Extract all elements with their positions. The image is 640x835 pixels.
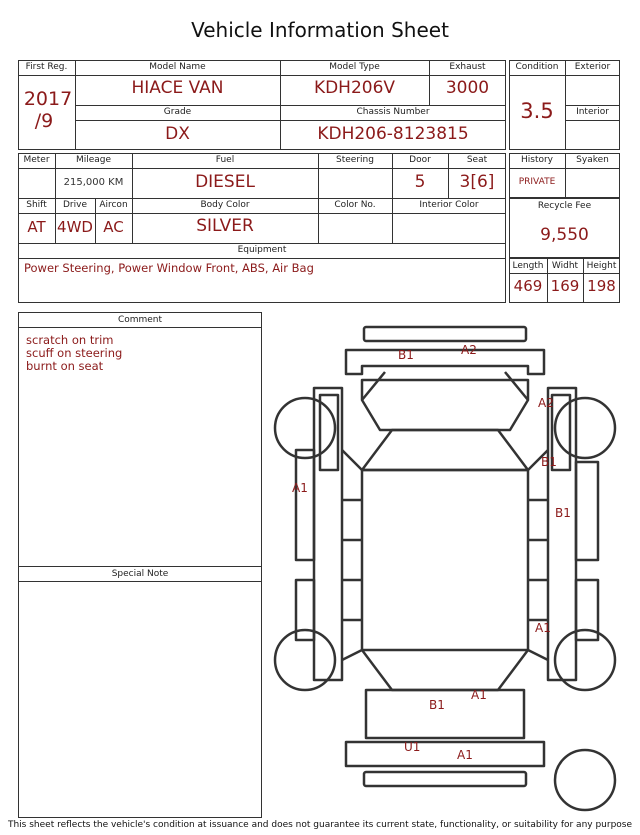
comment-line: burnt on seat [26, 359, 104, 373]
sheet-title: Vehicle Information Sheet [191, 18, 449, 42]
length-value: 469 [513, 277, 543, 295]
door-value: 5 [414, 172, 426, 192]
front-bumper-bar [364, 327, 526, 341]
damage-mark: A1 [292, 481, 308, 495]
fuel-label: Fuel [215, 155, 235, 165]
disclaimer-footer: This sheet reflects the vehicle's condition at issuance and does not guarantee its current state, functionality, or suitability for any purpose [7, 820, 633, 830]
exhaust-value: 3000 [445, 78, 490, 98]
height-label: Height [586, 261, 617, 271]
left-side-lines [342, 450, 362, 660]
mileage-value: 215,000 KM [63, 177, 124, 188]
hood [362, 380, 528, 430]
shift-label: Shift [26, 200, 47, 210]
chassis-number-value: KDH206-8123815 [317, 124, 469, 144]
front-bumper [346, 350, 544, 374]
first-reg-label: First Reg. [25, 62, 68, 72]
comment-label: Comment [117, 315, 163, 325]
spare-wheel [555, 750, 615, 810]
steering-label: Steering [336, 155, 374, 165]
recycle-fee-label: Recycle Fee [537, 201, 592, 211]
hood-creases [362, 372, 528, 400]
drive-value: 4WD [57, 218, 93, 236]
seat-value: 3[6] [459, 172, 495, 192]
first-reg-month: /9 [34, 110, 54, 132]
comment-line: scuff on steering [26, 346, 123, 360]
rear-window [362, 650, 528, 690]
comment-line: scratch on trim [26, 333, 114, 347]
condition-value: 3.5 [520, 99, 554, 123]
interior-color-label: Interior Color [419, 200, 479, 210]
syaken-label: Syaken [576, 155, 609, 165]
exterior-label: Exterior [574, 62, 611, 72]
seat-label: Seat [466, 155, 488, 165]
special-note-label: Special Note [111, 569, 169, 579]
color-no-label: Color No. [334, 200, 376, 210]
front-right-wheel [555, 398, 615, 458]
equipment-value: Power Steering, Power Window Front, ABS, Air Bag [24, 261, 314, 275]
equipment-label: Equipment [237, 245, 287, 255]
chassis-number-label: Chassis Number [356, 107, 430, 117]
width-value: 169 [550, 277, 580, 295]
damage-mark: B1 [398, 348, 414, 362]
right-step [576, 462, 598, 560]
damage-mark: A2 [461, 343, 477, 357]
aircon-value: AC [103, 218, 124, 236]
grade-label: Grade [163, 107, 192, 117]
history-value: PRIVATE [518, 177, 556, 187]
damage-mark: A1 [535, 621, 551, 635]
roof [362, 470, 528, 650]
rear-bumper-bar [364, 772, 526, 786]
damage-mark: A2 [538, 396, 554, 410]
fuel-value: DIESEL [195, 172, 255, 192]
damage-mark: A1 [471, 688, 487, 702]
width-label: Widht [551, 261, 579, 271]
first-reg-year: 2017 [23, 88, 73, 110]
mileage-label: Mileage [75, 155, 112, 165]
left-step [296, 450, 314, 560]
model-type-label: Model Type [329, 62, 380, 72]
length-label: Length [512, 261, 544, 271]
model-name-value: HIACE VAN [131, 78, 224, 98]
model-name-label: Model Name [149, 62, 206, 72]
model-type-value: KDH206V [313, 78, 396, 98]
meter-label: Meter [23, 155, 50, 165]
recycle-fee-value: 9,550 [540, 225, 589, 245]
drive-label: Drive [63, 200, 87, 210]
body-color-value: SILVER [196, 216, 254, 236]
damage-mark: B1 [555, 506, 571, 520]
shift-value: AT [27, 218, 46, 236]
interior-label: Interior [576, 107, 609, 117]
damage-mark: A1 [457, 748, 473, 762]
condition-label: Condition [515, 62, 559, 72]
body-color-label: Body Color [200, 200, 250, 210]
notes-block [18, 312, 262, 818]
windshield [362, 430, 528, 470]
damage-mark: U1 [404, 740, 421, 754]
damage-mark: B1 [429, 698, 445, 712]
damage-mark: B1 [541, 455, 557, 469]
rear-hatch [366, 690, 524, 738]
exhaust-label: Exhaust [449, 62, 486, 72]
grade-value: DX [165, 124, 190, 144]
aircon-label: Aircon [99, 200, 128, 210]
height-value: 198 [587, 277, 616, 295]
history-label: History [520, 155, 554, 165]
vehicle-diagram [268, 318, 622, 818]
door-label: Door [409, 155, 431, 165]
rear-bumper [346, 742, 544, 766]
